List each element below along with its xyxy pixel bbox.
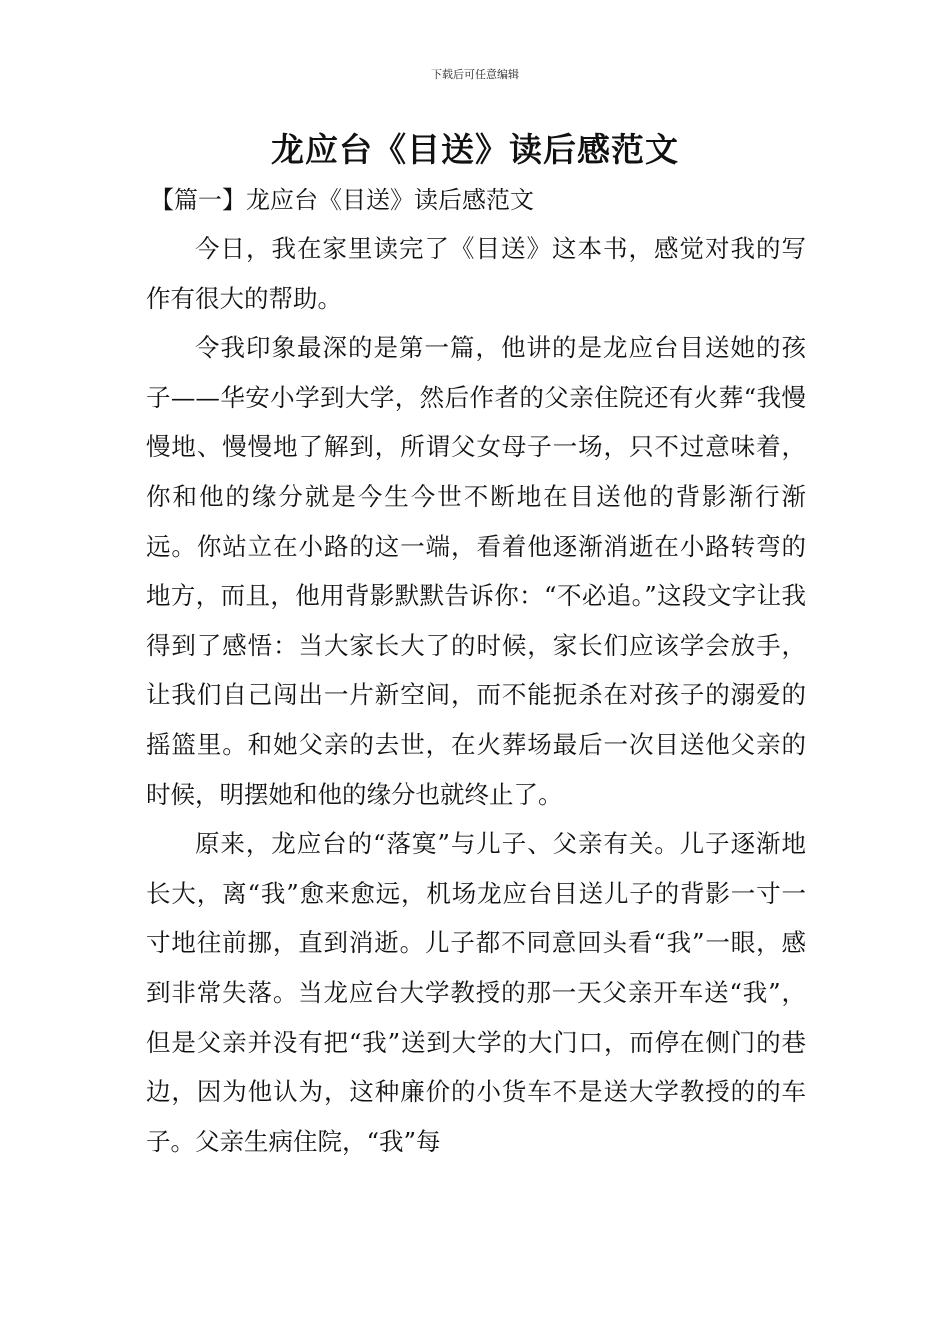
document-title: 龙应台《目送》读后感范文 [271,130,679,169]
paragraph-1: 今日，我在家里读完了《目送》这本书，感觉对我的写作有很大的帮助。 [146,234,806,313]
section-heading: 【篇一】龙应台《目送》读后感范文 [150,186,534,214]
body-text [146,224,806,1166]
header-note: 下载后可任意编辑 [431,68,519,81]
paragraph-2: 令我印象最深的是第一篇，他讲的是龙应台目送她的孩子——华安小学到大学，然后作者的父亲住院还有火葬“我慢慢地、慢慢地了解到，所谓父女母子一场，只不过意味着，你和他的缘分就是今生今世不断地在目送他的背影渐行渐远。你站立在小路的这一端，看着他逐渐消逝在小路转弯的地方，而且，他用背影默默告诉你：“不必追。”这段文字让我得到了感悟：当大家长大了的时候，家长们应该学会放手，让我们自己闯出一片新空间，而不能扼杀在对孩子的溺爱的摇篮里。和她父亲的去世，在火葬场最后一次目送他父亲的时候，明摆她和他的缘分也就终止了。 [146,333,806,809]
paragraph-3: 原来，龙应台的“落寞”与儿子、父亲有关。儿子逐渐地长大，离“我”愈来愈远，机场龙应台目送儿子的背影一寸一寸地往前挪，直到消逝。儿子都不同意回头看“我”一眼，感到非常失落。当龙应台大学教授的那一天父亲开车送“我”，但是父亲并没有把“我”送到大学的大门口，而停在侧门的巷边，因为他认为，这种廉价的小货车不是送大学教授的的车子。父亲生病住院，“我”每 [146,829,806,1156]
